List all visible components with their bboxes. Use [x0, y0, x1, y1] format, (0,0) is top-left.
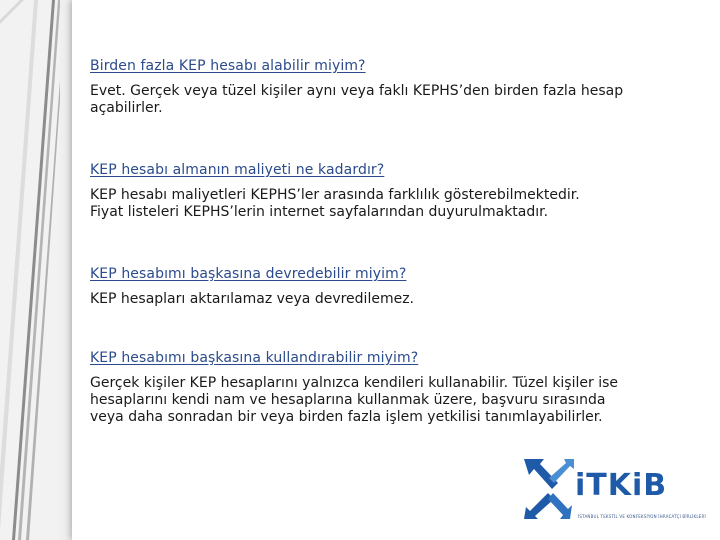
- faq-answer-line: açabilirler.: [90, 100, 163, 116]
- faq-answer: [90, 375, 690, 426]
- faq-question[interactable]: KEP hesabımı başkasına devredebilir miyim?: [90, 266, 407, 282]
- faq-answer: [90, 291, 690, 308]
- faq-question[interactable]: KEP hesabımı başkasına kullandırabilir miyim?: [90, 350, 419, 366]
- faq-answer-line: Evet. Gerçek veya tüzel kişiler aynı veya faklı KEPHS’den birden fazla hesap: [90, 83, 624, 99]
- logo-text: iTKiB: [575, 468, 668, 503]
- logo-tagline: İSTANBUL TEKSTİL VE KONFEKSİYON İHRACATÇI BİRLİKLERİ: [578, 514, 706, 519]
- faq-question[interactable]: KEP hesabı almanın maliyeti ne kadardır?: [90, 162, 385, 178]
- faq-answer-line: veya daha sonradan bir veya birden fazla işlem yetkilisi tanımlayabilirler.: [90, 409, 603, 425]
- faq-question[interactable]: Birden fazla KEP hesabı alabilir miyim?: [90, 58, 366, 74]
- faq-answer: [90, 83, 690, 117]
- faq-item: [90, 58, 690, 117]
- faq-answer-line: Fiyat listeleri KEPHS’lerin internet sayfalarından duyurulmaktadır.: [90, 204, 549, 220]
- faq-answer: [90, 187, 690, 221]
- faq-answer-line: KEP hesabı maliyetleri KEPHS’ler arasında farklılık gösterebilmektedir.: [90, 187, 580, 203]
- faq-item: [90, 350, 690, 426]
- arrows-x-icon: [524, 459, 574, 519]
- decorative-stripes: [0, 0, 60, 540]
- faq-answer-line: Gerçek kişiler KEP hesaplarını yalnızca kendileri kullanabilir. Tüzel kişiler ise: [90, 375, 619, 391]
- faq-answer-line: hesaplarını kendi nam ve hesaplarına kullanmak üzere, başvuru sırasında: [90, 392, 606, 408]
- faq-item: [90, 162, 690, 221]
- faq-answer-line: KEP hesapları aktarılamaz veya devredilemez.: [90, 291, 415, 307]
- faq-item: [90, 266, 690, 308]
